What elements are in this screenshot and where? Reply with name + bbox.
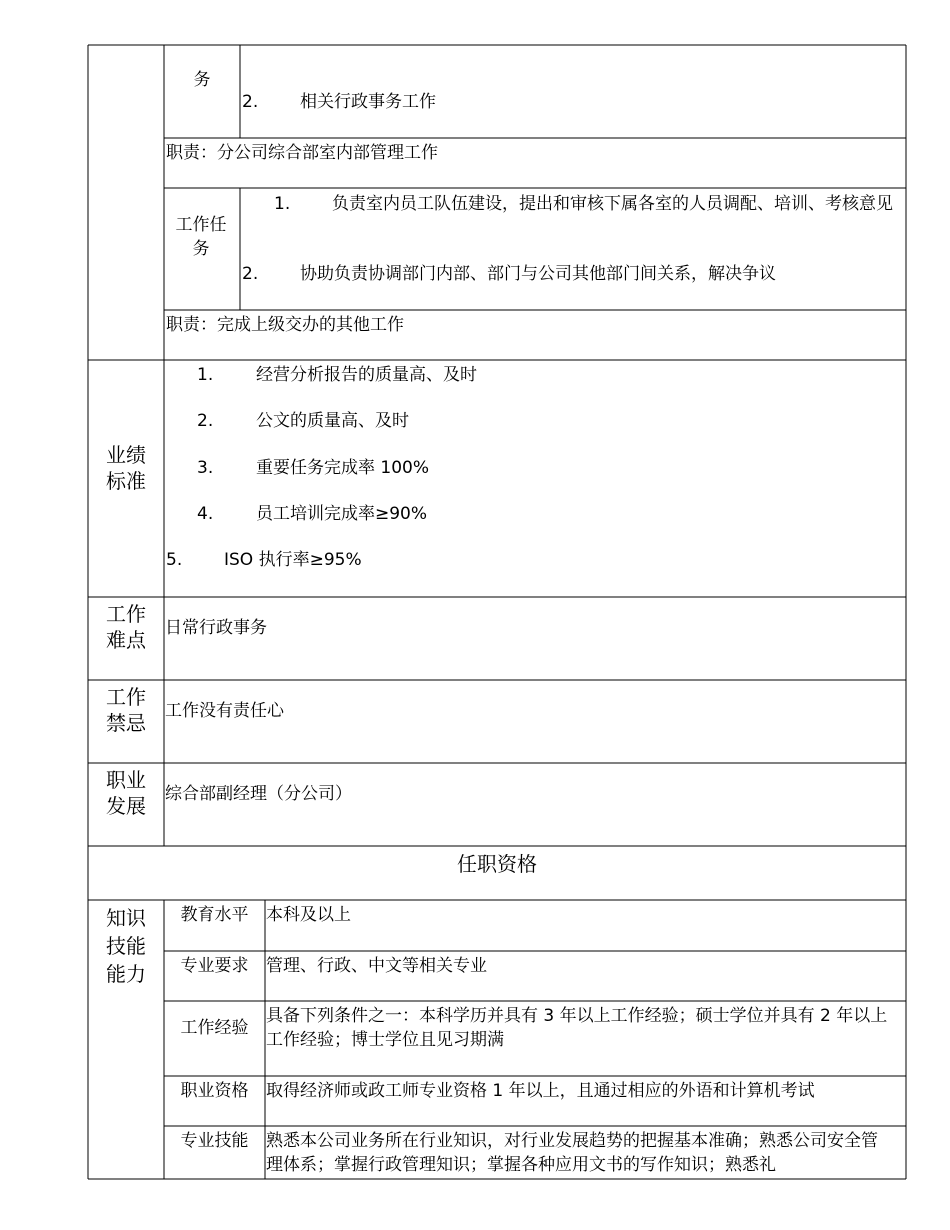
certification-text: 取得经济师或政工师专业资格 1 年以上，且通过相应的外语和计算机考试 bbox=[266, 1081, 815, 1101]
performance-item-number: 2. bbox=[197, 411, 214, 431]
certification-label: 职业资格 bbox=[180, 1081, 249, 1101]
skills-text: 熟悉本公司业务所在行业知识，对行业发展趋势的把握基本准确；熟悉公司安全管理体系；掌握行政管理知识；掌握各种应用文书的写作知识；熟悉礼 bbox=[266, 1131, 878, 1175]
performance-item-number: 5. bbox=[166, 550, 183, 570]
career-text: 综合部副经理（分公司） bbox=[165, 784, 352, 804]
task-label-continued: 务 bbox=[193, 70, 211, 90]
performance-item-number: 4. bbox=[197, 504, 214, 524]
task-item-number: 2. bbox=[242, 92, 259, 112]
task-item-text: 相关行政事务工作 bbox=[300, 92, 436, 112]
qualification-group-label: 知识技能能力 bbox=[106, 906, 146, 986]
skills-cell bbox=[266, 1129, 890, 1177]
experience-label: 工作经验 bbox=[180, 1018, 249, 1038]
task-label: 工作任务 bbox=[175, 215, 227, 259]
performance-item-text: 经营分析报告的质量高、及时 bbox=[256, 365, 477, 385]
career-label: 职业发展 bbox=[106, 768, 146, 818]
major-label: 专业要求 bbox=[180, 956, 249, 976]
difficulty-text: 日常行政事务 bbox=[165, 618, 267, 638]
performance-item-text: 重要任务完成率 100% bbox=[256, 458, 430, 478]
education-text: 本科及以上 bbox=[266, 905, 351, 925]
performance-item-text: 员工培训完成率≥90% bbox=[256, 504, 428, 524]
task-item-number: 2. bbox=[242, 264, 259, 284]
task-item-number: 1. bbox=[274, 194, 291, 214]
duty-text: 职责：完成上级交办的其他工作 bbox=[166, 315, 404, 335]
performance-item-text: ISO 执行率≥95% bbox=[224, 550, 362, 570]
taboo-label: 工作禁忌 bbox=[106, 685, 146, 735]
performance-item-text: 公文的质量高、及时 bbox=[256, 411, 409, 431]
duty-text: 职责：分公司综合部室内部管理工作 bbox=[166, 143, 438, 163]
difficulty-label: 工作难点 bbox=[106, 602, 146, 652]
qualification-header: 任职资格 bbox=[457, 852, 537, 876]
taboo-text: 工作没有责任心 bbox=[165, 701, 284, 721]
education-label: 教育水平 bbox=[180, 905, 249, 925]
performance-label: 业绩标准 bbox=[106, 443, 146, 493]
skills-label: 专业技能 bbox=[180, 1131, 249, 1151]
task-item-text: 负责室内员工队伍建设，提出和审核下属各室的人员调配、培训、考核意见 bbox=[332, 194, 893, 214]
task-item-text: 协助负责协调部门内部、部门与公司其他部门间关系，解决争议 bbox=[300, 264, 776, 284]
experience-text: 具备下列条件之一：本科学历并具有 3 年以上工作经验；硕士学位并具有 2 年以上工作经验；博士学位且见习期满 bbox=[266, 1006, 888, 1050]
major-text: 管理、行政、中文等相关专业 bbox=[266, 956, 487, 976]
performance-item-number: 3. bbox=[197, 458, 214, 478]
performance-item-number: 1. bbox=[197, 365, 214, 385]
